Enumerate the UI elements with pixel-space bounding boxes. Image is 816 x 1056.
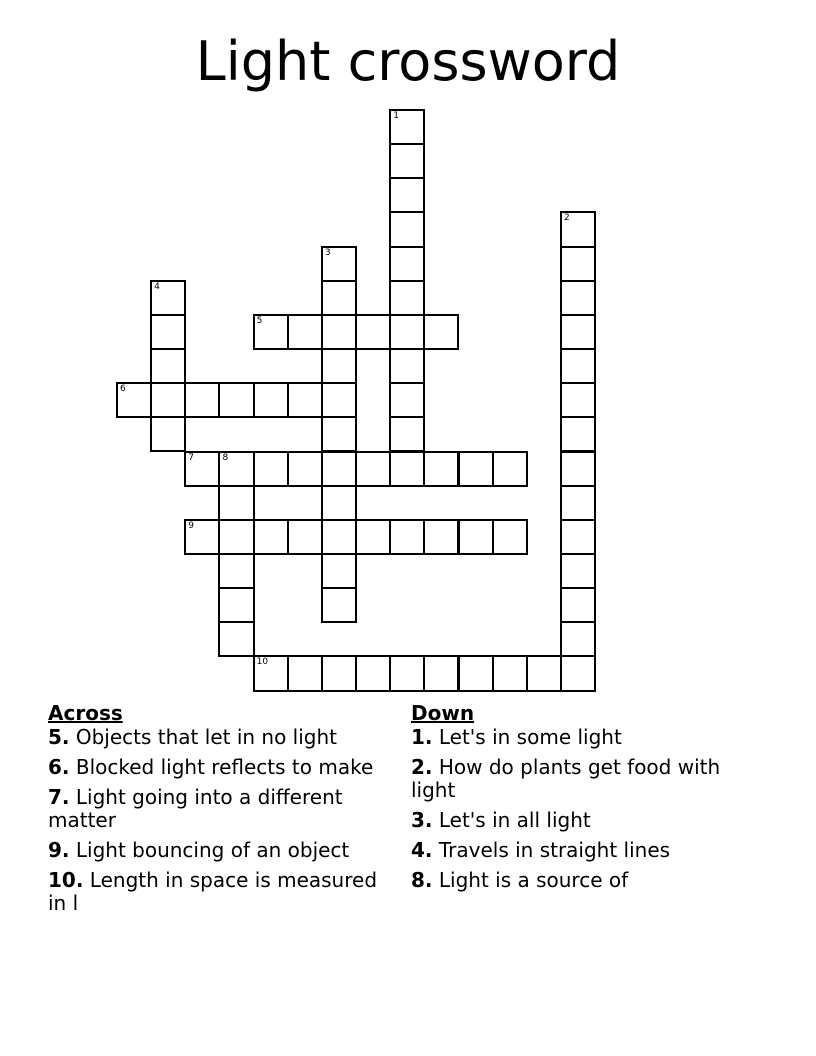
- grid-cell[interactable]: [389, 416, 425, 452]
- grid-cell[interactable]: [184, 519, 220, 555]
- cell-number: 9: [188, 520, 195, 531]
- cell-number: 6: [120, 384, 126, 395]
- grid-cell[interactable]: [287, 451, 323, 487]
- grid-cell[interactable]: [560, 553, 596, 589]
- clue-across-10: [48, 869, 388, 915]
- grid-cell[interactable]: [287, 382, 323, 418]
- clue-down-3: [411, 809, 741, 832]
- grid-cell[interactable]: [389, 382, 425, 418]
- clue-number: 1.: [411, 725, 433, 749]
- grid-cell[interactable]: [287, 519, 323, 555]
- grid-cell[interactable]: [321, 246, 357, 282]
- cell-number: 10: [256, 657, 269, 668]
- grid-cell[interactable]: [560, 348, 596, 384]
- clue-text: Blocked light reflects to make: [69, 755, 374, 779]
- clue-text: Objects that let in no light: [69, 725, 338, 749]
- grid-cell[interactable]: [150, 280, 186, 316]
- grid-cell[interactable]: [355, 451, 391, 487]
- grid-cell[interactable]: [560, 314, 596, 350]
- grid-cell[interactable]: [492, 655, 528, 691]
- grid-cell[interactable]: [423, 519, 459, 555]
- grid-cell[interactable]: [150, 382, 186, 418]
- grid-cell[interactable]: [321, 587, 357, 623]
- grid-cell[interactable]: [321, 519, 357, 555]
- grid-cell[interactable]: [321, 416, 357, 452]
- cell-number: 5: [256, 315, 263, 326]
- grid-cell[interactable]: [321, 348, 357, 384]
- clue-number: 5.: [48, 725, 70, 749]
- clue-across-7: [48, 786, 388, 832]
- grid-cell[interactable]: [560, 587, 596, 623]
- grid-cell[interactable]: [423, 655, 459, 691]
- grid-cell[interactable]: [389, 211, 425, 247]
- clue-number: 4.: [411, 838, 433, 862]
- grid-cell[interactable]: [458, 519, 494, 555]
- grid-cell[interactable]: [560, 382, 596, 418]
- clue-down-8: [411, 869, 741, 892]
- grid-cell[interactable]: [389, 348, 425, 384]
- across-heading: Across: [48, 701, 123, 725]
- down-heading: Down: [411, 701, 475, 725]
- clue-across-9: [48, 839, 388, 862]
- grid-cell[interactable]: [458, 451, 494, 487]
- clue-text: Light is a source of: [432, 868, 629, 892]
- clue-number: 3.: [411, 808, 433, 832]
- grid-cell[interactable]: [560, 246, 596, 282]
- clue-text: Light going into a different matter: [48, 785, 343, 832]
- grid-cell[interactable]: [492, 451, 528, 487]
- cell-number: 4: [154, 281, 160, 292]
- clue-number: 8.: [411, 868, 433, 892]
- grid-cell[interactable]: [389, 143, 425, 179]
- clue-text: Let's in all light: [432, 808, 591, 832]
- grid-cell[interactable]: [560, 280, 596, 316]
- down-clues: [411, 702, 741, 899]
- grid-cell[interactable]: [560, 485, 596, 521]
- grid-cell[interactable]: [321, 314, 357, 350]
- grid-cell[interactable]: [389, 655, 425, 691]
- grid-cell[interactable]: [150, 416, 186, 452]
- clue-text: How do plants get food with light: [411, 755, 721, 802]
- grid-cell[interactable]: [389, 109, 425, 145]
- clue-text: Travels in straight lines: [432, 838, 671, 862]
- grid-cell[interactable]: [287, 314, 323, 350]
- grid-cell[interactable]: [355, 655, 391, 691]
- grid-cell[interactable]: [218, 382, 254, 418]
- grid-cell[interactable]: [287, 655, 323, 691]
- clue-text: Let's in some light: [432, 725, 622, 749]
- grid-cell[interactable]: [321, 451, 357, 487]
- grid-cell[interactable]: [218, 553, 254, 589]
- grid-cell[interactable]: [321, 280, 357, 316]
- clue-number: 2.: [411, 755, 433, 779]
- clue-across-5: [48, 726, 388, 749]
- cell-number: 7: [188, 452, 195, 463]
- page-title: Light crossword: [195, 30, 621, 93]
- grid-cell[interactable]: [389, 314, 425, 350]
- grid-cell[interactable]: [218, 451, 254, 487]
- grid-cell[interactable]: [321, 485, 357, 521]
- grid-cell[interactable]: [321, 553, 357, 589]
- grid-cell[interactable]: [560, 519, 596, 555]
- grid-cell[interactable]: [218, 621, 254, 657]
- grid-cell[interactable]: [218, 519, 254, 555]
- clue-number: 10.: [48, 868, 84, 892]
- grid-cell[interactable]: [355, 519, 391, 555]
- cell-number: 8: [222, 452, 229, 463]
- grid-cell[interactable]: [423, 314, 459, 350]
- grid-cell[interactable]: [389, 451, 425, 487]
- grid-cell[interactable]: [389, 177, 425, 213]
- grid-cell[interactable]: [526, 655, 562, 691]
- grid-cell[interactable]: [321, 382, 357, 418]
- clue-number: 7.: [48, 785, 70, 809]
- grid-cell[interactable]: [321, 655, 357, 691]
- grid-cell[interactable]: [253, 519, 289, 555]
- grid-cell[interactable]: [218, 485, 254, 521]
- grid-cell[interactable]: [458, 655, 494, 691]
- grid-cell[interactable]: [560, 451, 596, 487]
- grid-cell[interactable]: [150, 314, 186, 350]
- grid-cell[interactable]: [389, 519, 425, 555]
- grid-cell[interactable]: [253, 655, 289, 691]
- grid-cell[interactable]: [218, 587, 254, 623]
- grid-cell[interactable]: [184, 382, 220, 418]
- grid-cell[interactable]: [560, 416, 596, 452]
- grid-cell[interactable]: [355, 314, 391, 350]
- grid-cell[interactable]: [253, 451, 289, 487]
- grid-cell[interactable]: [560, 621, 596, 657]
- cell-number: 3: [324, 247, 331, 258]
- cell-number: 1: [393, 111, 399, 121]
- grid-cell[interactable]: [389, 280, 425, 316]
- clue-text: Length in space is measured in l: [48, 868, 378, 915]
- grid-cell[interactable]: [253, 382, 289, 418]
- grid-cell[interactable]: [184, 451, 220, 487]
- grid-cell[interactable]: [492, 519, 528, 555]
- clue-number: 6.: [48, 755, 70, 779]
- clue-down-1: [411, 726, 741, 749]
- clue-text: Light bouncing of an object: [69, 838, 350, 862]
- cell-number: 2: [563, 213, 570, 224]
- grid-cell[interactable]: [253, 314, 289, 350]
- grid-cell[interactable]: [560, 211, 596, 247]
- clue-down-2: [411, 756, 741, 802]
- across-clues: [48, 702, 388, 922]
- grid-cell[interactable]: [389, 246, 425, 282]
- clue-number: 9.: [48, 838, 70, 862]
- clue-across-6: [48, 756, 388, 779]
- grid-cell[interactable]: [423, 451, 459, 487]
- grid-cell[interactable]: [560, 655, 596, 691]
- clue-down-4: [411, 839, 741, 862]
- grid-cell[interactable]: [150, 348, 186, 384]
- grid-cell[interactable]: [116, 382, 152, 418]
